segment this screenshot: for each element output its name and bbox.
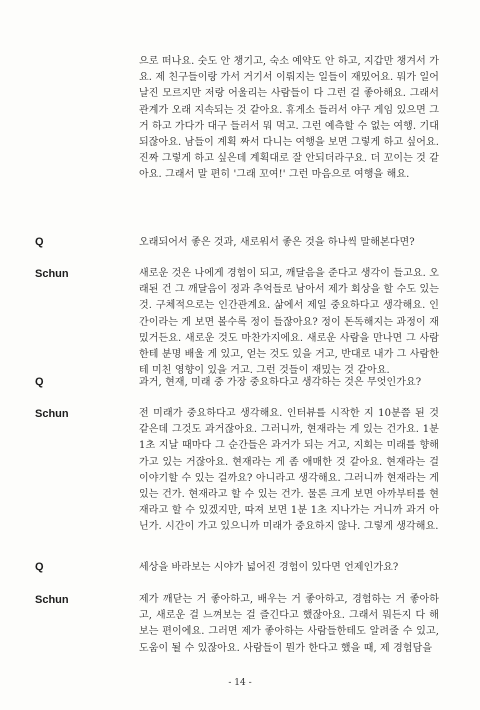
question-label: Q — [35, 236, 44, 248]
answer-paragraph: 제가 깨닫는 거 좋아하고, 배우는 거 좋아하고, 경험하는 거 좋아하고, 새로운 걸 느껴보는 걸 즐긴다고 했잖아요. 그래서 뭐든지 다 해보는 편이에요. 그러면 제가 좋아하는 사람들한테도 알려줄 수 있고, 도움이 될 수 있잖아요. 사람들이 뭔가 한다고 했을 때, 제 경험담을 — [139, 594, 439, 654]
answer-paragraph: 으로 떠나요. 숫도 안 챙기고, 숙소 예약도 안 하고, 지갑만 챙겨서 가요. 제 친구들이랑 가서 거기서 이뤄지는 일들이 재밌어요. 뭐가 일어날진 모르지만 저랑 어울리는 사람들이 다 그런 걸 좋아해요. 그래서 관계가 오래 지속되는 것 같아요. 휴게소 들러서 야구 게임 있으면 그거 하고 가다가 대구 들러서 뭐 먹고. 그런 예측할 수 없는 여행. 기대되잖아요. 남들이 계획 짜서 다니는 여행을 보면 그렇게 하고 싶어요. 진짜 그렇게 하고 싶은데 계획대로 잘 안되더라구요. 더 꼬이는 것 같아요. 그래서 말 편히 '그래 꼬여!' 그런 마음으로 여행을 해요. — [139, 56, 439, 181]
question-label: Q — [35, 561, 44, 573]
speaker-label: Schun — [35, 594, 69, 606]
speaker-label: Schun — [35, 268, 69, 280]
answer-paragraph: 전 미래가 중요하다고 생각해요. 인터뷰를 시작한 지 10분쯤 된 것 같은데 그것도 과거잖아요. 그러니까, 현재라는 게 있는 건가요. 1분 1초 지날 때마다 그 순간들은 과거가 되는 거고, 지회는 미래를 향해 가고 있는 거잖아요. 현재라는 게 좀 애매한 것 같아요. 현재라는 걸 이야기할 수 있는 걸까요? 아니라고 생각해요. 그러니까 현재라는 게 있는 건가. 현재라고 할 수 있는 건가. 물론 크게 보면 아까부터를 현재라고 할 수 있겠지만, 따져 보면 1분 1초 지나가는 거니까 과거 아닌가. 시간이 가고 있으니까 미래가 중요하지 않나. 그렇게 생각해요. — [139, 408, 439, 533]
speaker-label: Schun — [35, 408, 69, 420]
answer-paragraph: 새로운 것은 나에게 경험이 되고, 깨달음을 준다고 생각이 들고요. 오래된 건 그 깨달음이 정과 추억들로 남아서 제가 회상을 할 수도 있는 것. 구체적으로는 인간관계요. 삶에서 제일 중요하다고 생각해요. 인간이라는 게 보면 볼수록 정이 들잖아요? 정이 돈독해지는 과정이 재밌거든요. 새로운 것도 마찬가지에요. 새로운 사람을 만나면 그 사람한테 분명 배울 게 있고, 얻는 것도 있을 거고, 반대로 내가 그 사람한테 미친 영향이 있을 거고. 그런 것들이 재밌는 것 같아요. — [139, 268, 439, 377]
question-label: Q — [35, 376, 44, 388]
question-text: 세상을 바라보는 시야가 넓어진 경험이 있다면 언제인가요? — [139, 562, 399, 573]
question-text: 과거, 현재, 미래 중 가장 중요하다고 생각하는 것은 무엇인가요? — [139, 377, 422, 388]
page-number: - 14 - — [228, 678, 252, 688]
question-text: 오래되어서 좋은 것과, 새로워서 좋은 것을 하나씩 말해본다면? — [139, 237, 415, 248]
